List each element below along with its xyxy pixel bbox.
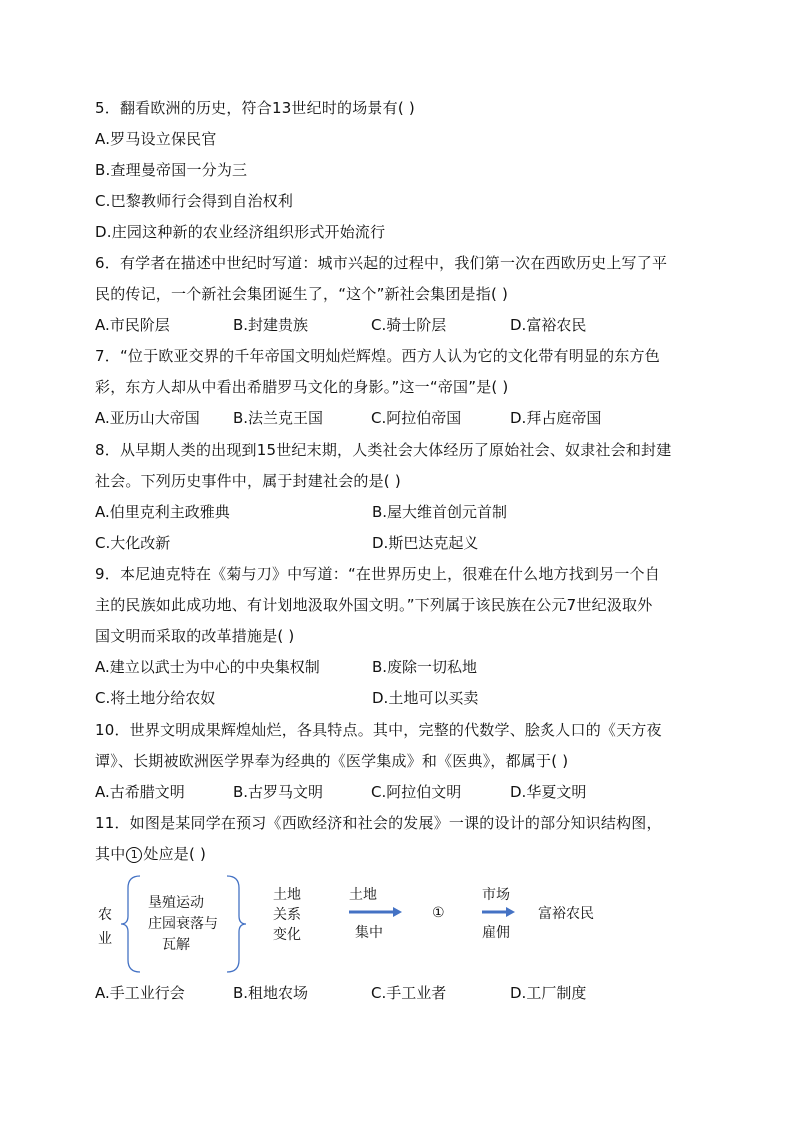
right-brace [227,876,246,972]
q9-stem-line1: 9．本尼迪克特在《菊与刀》中写道：“在世界历史上，很难在什么地方找到另一个自 [95,565,660,583]
arrow-label-hiring: 雇佣 [482,925,510,941]
q8-option-d: D.斯巴达克起义 [372,534,479,552]
brace-item-manor-decline: 庄园衰落与 [148,916,218,932]
q5-option-d: D.庄园这种新的农业经济组织形式开始流行 [95,223,386,241]
q5-option-b: B.查理曼帝国一分为三 [95,161,248,179]
q7-stem-line2: 彩，东方人却从中看出希腊罗马文化的身影。”这一“帝国”是( ) [95,378,509,396]
arrow-land-concentration-head [393,907,402,917]
knowledge-structure-diagram [95,872,715,976]
q11-option-b: B.租地农场 [233,984,309,1002]
q5-stem: 5．翻看欧洲的历史，符合13世纪时的场景有( ) [95,99,415,117]
q11-stem-line2-suffix: 处应是( ) [143,845,207,863]
arrow-market-hiring-head [506,907,515,917]
q9-option-b: B.废除一切私地 [372,658,478,676]
q7-option-b: B.法兰克王国 [233,409,324,427]
q11-stem-line2-prefix: 其中 [95,845,126,863]
diagram-left-char-2: 业 [98,931,112,947]
q11-option-a: A.手工业行会 [95,984,185,1002]
q10-stem-line1: 10．世界文明成果辉煌灿烂，各具特点。其中，完整的代数学、脍炙人口的《天方夜 [95,721,662,739]
q6-option-d: D.富裕农民 [510,316,587,334]
q8-stem-line2: 社会。下列历史事件中，属于封建社会的是( ) [95,472,401,490]
q11-option-c: C.手工业者 [371,984,447,1002]
q8-option-a: A.伯里克利主政雅典 [95,503,230,521]
diagram-left-char-1: 农 [98,907,112,923]
q7-option-d: D.拜占庭帝国 [510,409,602,427]
arrow-label-land: 土地 [349,887,377,903]
land-relation-line3: 变化 [273,927,301,943]
q8-option-b: B.屋大维首创元首制 [372,503,508,521]
q11-option-d: D.工厂制度 [510,984,587,1002]
q10-option-b: B.古罗马文明 [233,783,324,801]
brace-item-reclamation: 垦殖运动 [148,895,204,911]
q8-stem-line1: 8．从早期人类的出现到15世纪末期，人类社会大体经历了原始社会、奴隶社会和封建 [95,441,672,459]
q10-option-c: C.阿拉伯文明 [371,783,462,801]
q10-option-a: A.古希腊文明 [95,783,185,801]
arrow-label-market: 市场 [482,887,510,903]
q6-option-c: C.骑士阶层 [371,316,447,334]
q11-stem-line2 [95,844,206,864]
land-relation-line2: 关系 [273,907,301,923]
arrow-label-concentration: 集中 [355,925,383,941]
q9-option-c: C.将土地分给农奴 [95,689,216,707]
q11-stem-line1: 11．如图是某同学在预习《西欧经济和社会的发展》一课的设计的部分知识结构图， [95,814,662,832]
q5-option-a: A.罗马设立保民官 [95,130,217,148]
blank-circle-marker: ① [432,905,445,921]
q10-option-d: D.华夏文明 [510,783,587,801]
q7-option-a: A.亚历山大帝国 [95,409,200,427]
land-relation-line1: 土地 [273,887,301,903]
circled-number-marker: 1 [126,847,142,863]
result-wealthy-farmers: 富裕农民 [538,906,594,922]
q6-stem-line1: 6．有学者在描述中世纪时写道：城市兴起的过程中，我们第一次在西欧历史上写了平 [95,254,668,272]
q9-stem-line2: 主的民族如此成功地、有计划地汲取外国文明。”下列属于该民族在公元7世纪汲取外 [95,596,653,614]
left-brace [121,876,140,972]
q9-option-d: D.土地可以买卖 [372,689,479,707]
q9-stem-line3: 国文明而采取的改革措施是( ) [95,627,295,645]
q7-option-c: C.阿拉伯帝国 [371,409,462,427]
q5-option-c: C.巴黎教师行会得到自治权利 [95,192,294,210]
q6-stem-line2: 民的传记，一个新社会集团诞生了，“这个”新社会集团是指( ) [95,285,509,303]
q8-option-c: C.大化改新 [95,534,171,552]
q6-option-a: A.市民阶层 [95,316,170,334]
q10-stem-line2: 谭》、长期被欧洲医学界奉为经典的《医学集成》和《医典》，都属于( ) [95,752,569,770]
q9-option-a: A.建立以武士为中心的中央集权制 [95,658,320,676]
q7-stem-line1: 7．“位于欧亚交界的千年帝国文明灿烂辉煌。西方人认为它的文化带有明显的东方色 [95,347,660,365]
brace-item-collapse: 瓦解 [162,937,190,953]
q6-option-b: B.封建贵族 [233,316,309,334]
